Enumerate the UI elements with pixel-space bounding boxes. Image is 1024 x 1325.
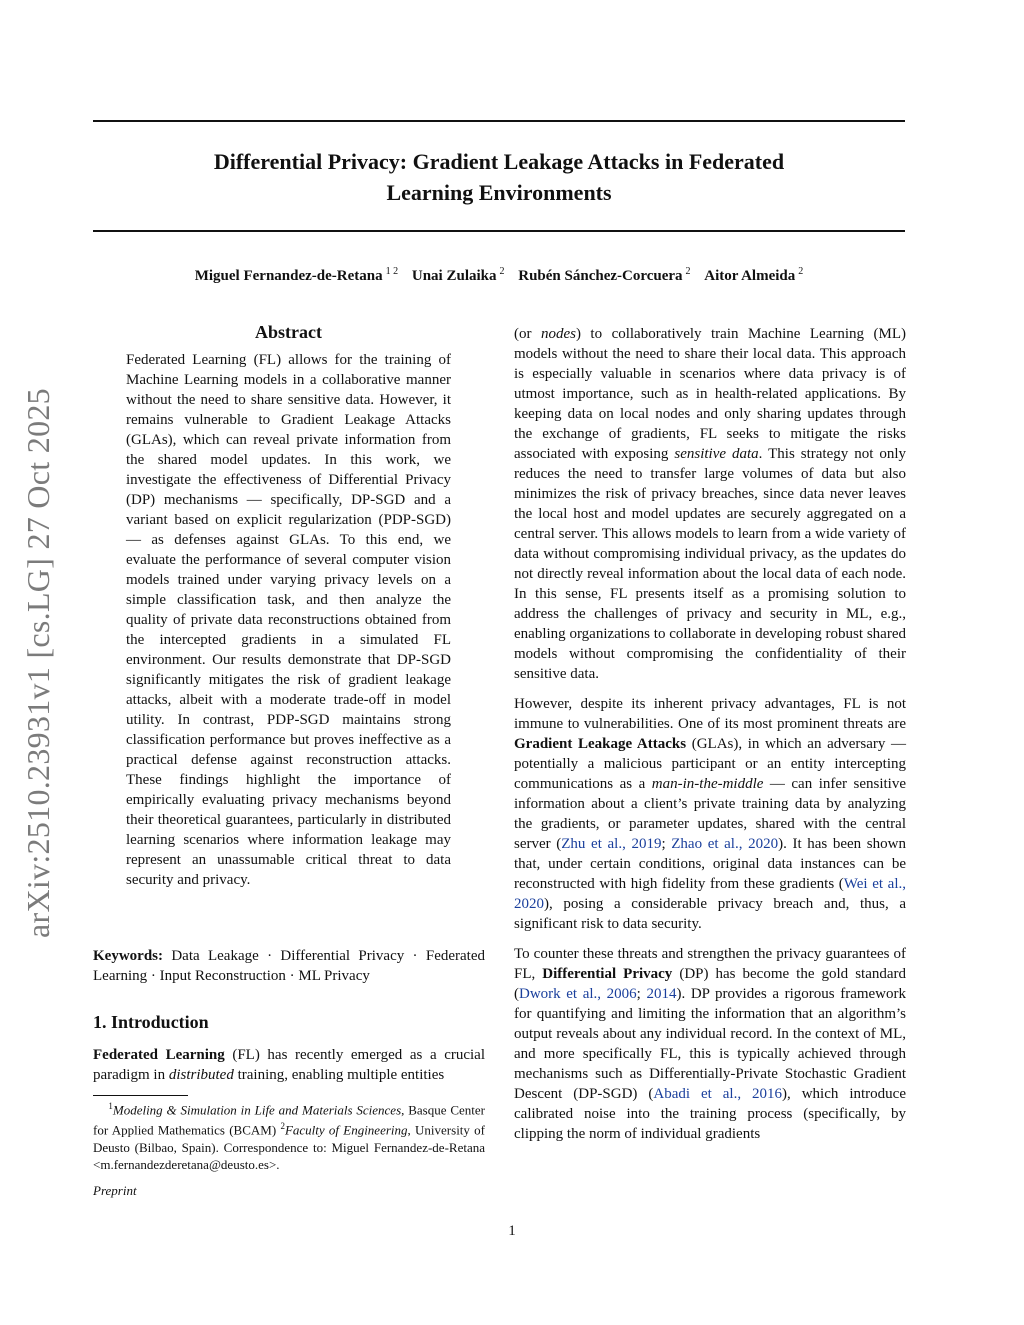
- abstract-heading: Abstract: [255, 322, 322, 342]
- title-top-rule: [93, 120, 905, 122]
- title-line-1: Differential Privacy: Gradient Leakage Attacks in Federated: [213, 149, 785, 174]
- abstract-text: Federated Learning (FL) allows for the training of Machine Learning models in a collaborative manner without the need to share sensitive data. However, it remains vulnerable to Gradient Leakage Attacks (GLAs), which can reveal private information from the shared model updates. In this work, we investigate the effectiveness of Differential Privacy (DP) mechanisms — specifically, DP-SGD and a variant based on explicit regularization (PDP-SGD) — as defenses against GLAs. To this end, we evaluate the performance of several computer vision models trained under varying privacy levels on a simple classification task, and then analyze the quality of private data reconstructions obtained from the intercepted gradients in a simulated FL environment. Our results demonstrate that DP-SGD significantly mitigates the risk of gradient leakage attacks, albeit with a moderate trade-off in model utility. In contrast, PDP-SGD maintains strong classification performance but proves ineffective as a practical defense against reconstruction attacks. These findings highlight the importance of empirically evaluating privacy mechanisms beyond their theoretical guarantees, particularly in distributed learning scenarios where information leakage may represent an unassumable critical threat to data security and privacy.: [126, 352, 451, 888]
- citation-link[interactable]: 2014: [646, 986, 677, 1002]
- citation-link[interactable]: Wei et al., 2020: [514, 876, 906, 912]
- keywords-label: Keywords:: [93, 948, 163, 964]
- author: Miguel Fernandez-de-Retana $^{1 2}$: [194, 266, 399, 284]
- keywords: [93, 946, 485, 986]
- affiliation-footnote: $^1$Modeling & Simulation in Life and Materials Sciences, Basque Center for Applied Mathematics (BCAM) $^2$Faculty of Engineering, University of Deusto (Bilbao, Spain). Correspondence to: Miguel Fernandez-de-Retana <m.fernandezderetana@deusto.es>.: [93, 1101, 486, 1172]
- preprint-label: Preprint: [93, 1183, 137, 1198]
- citation-link[interactable]: Abadi et al., 2016: [653, 1086, 783, 1102]
- arxiv-identifier: arXiv:2510.23931v1 [cs.LG] 27 Oct 2025: [20, 388, 56, 938]
- footnote-rule: [93, 1095, 188, 1096]
- author: Rubén Sánchez-Corcuera $^2$: [518, 266, 691, 284]
- paper-title: [93, 146, 905, 208]
- author: Unai Zulaika $^2$: [411, 266, 505, 284]
- page-number: 1: [508, 1223, 516, 1239]
- author: Aitor Almeida $^2$: [704, 266, 804, 284]
- paragraph: (or nodes) to collaboratively train Machine Learning (ML) models without the need to share their local data. This approach is especially valuable in scenarios where data privacy is of utmost importance, such as in health-related applications. By keeping data on local nodes and only sharing updates through the exchange of gradients, FL seeks to mitigate the risks associated with exposing sensitive data. This strategy not only reduces the need to transfer large volumes of data but also minimizes the risk of privacy breaches, since data never leaves the local host and model updates are securely aggregated on a central server. This allows models to learn from a wide variety of data without compromising individual privacy, as the updates do not directly reveal information about the local data of each node. In this sense, FL presents itself as a promising solution to address the challenges of privacy and security in ML, e.g., enabling organizations to collaborate in developing robust shared models without compromising the confidentiality of their sensitive data.: [514, 326, 906, 682]
- introduction-paragraph: Federated Learning (FL) has recently emerged as a crucial paradigm in distributed training, enabling multiple entities: [93, 1047, 485, 1083]
- citation-link[interactable]: Dwork et al., 2006: [519, 986, 637, 1002]
- title-bottom-rule: [93, 230, 905, 232]
- citation-link[interactable]: Zhao et al., 2020: [671, 836, 779, 852]
- paragraph: However, despite its inherent privacy advantages, FL is not immune to vulnerabilities. One of its most prominent threats are Gradient Leakage Attacks (GLAs), in which an adversary — potentially a malicious participant or an entity intercepting communications as a man-in-the-middle — can infer sensitive information about a client’s private training data by analyzing the gradients, or parameter updates, shared with the central server (Zhu et al., 2019; Zhao et al., 2020). It has been shown that, under certain conditions, original data instances can be reconstructed with high fidelity from these gradients (Wei et al., 2020), posing a considerable privacy breach and, thus, a significant risk to data security.: [514, 696, 907, 932]
- section-heading-introduction: 1. Introduction: [93, 1012, 209, 1032]
- paragraph: To counter these threats and strengthen the privacy guarantees of FL, Differential Privacy (DP) has become the gold standard (Dwork et al., 2006; 2014). DP provides a rigorous framework for quantifying and limiting the information that an algorithm’s output reveals about any individual record. In the context of ML, and more specifically FL, this is typically achieved through mechanisms such as Differentially-Private Stochastic Gradient Descent (DP-SGD) (Abadi et al., 2016), which introduce calibrated noise into the training process (specifically, by clipping the norm of individual gradients: [514, 946, 907, 1142]
- keywords-text: Data Leakage · Differential Privacy · Federated Learning · Input Reconstruction · ML Privacy: [93, 948, 486, 984]
- author-list: [93, 266, 905, 285]
- citation-link[interactable]: Zhu et al., 2019: [561, 836, 662, 852]
- right-column: [514, 324, 906, 1154]
- title-line-2: Learning Environments: [386, 180, 612, 205]
